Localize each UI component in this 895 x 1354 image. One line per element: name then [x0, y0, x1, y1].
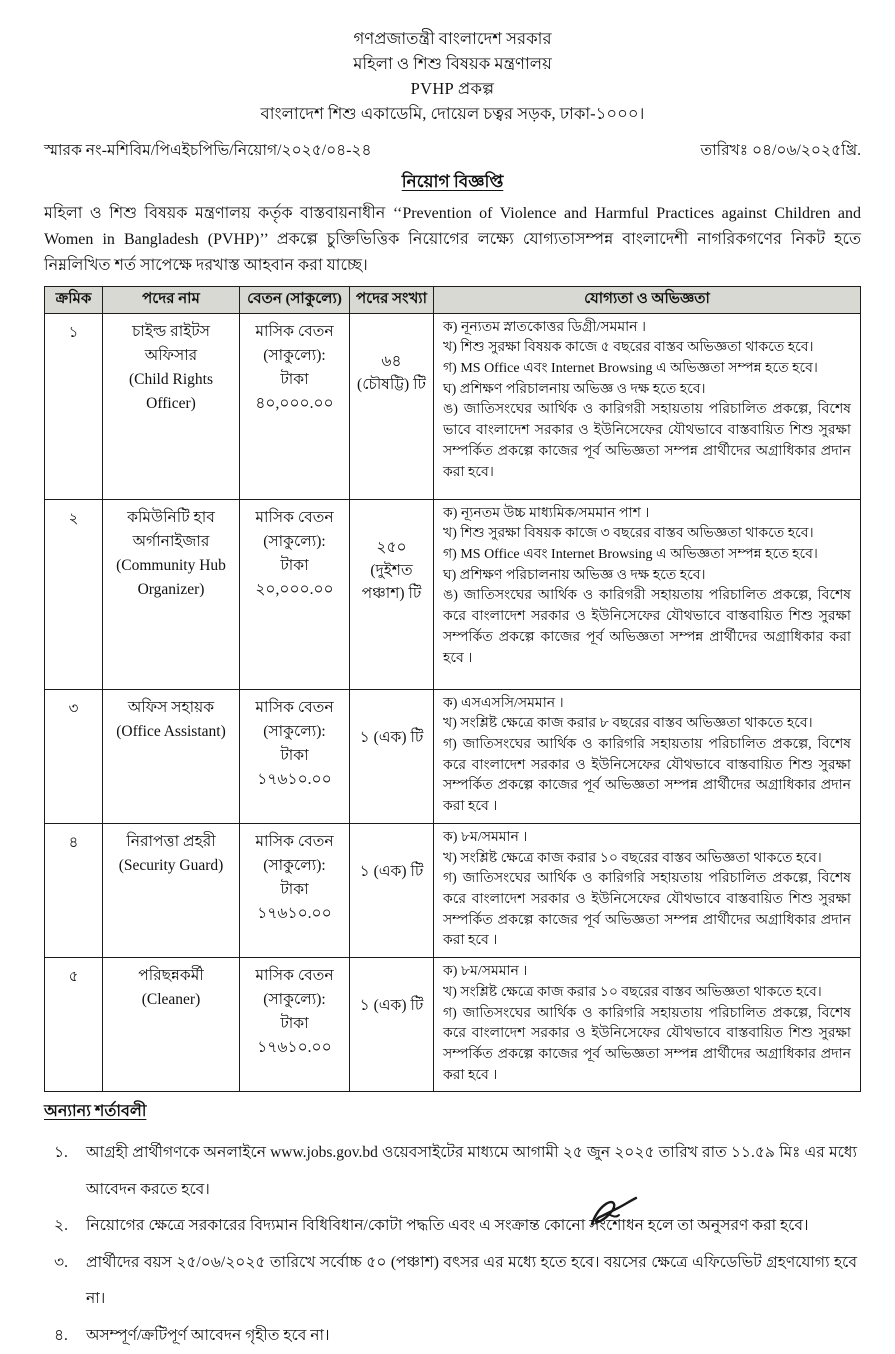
- salary-line: মাসিক বেতন: [255, 832, 334, 850]
- post-name-en: (Cleaner): [141, 991, 201, 1009]
- salary-line: (সাকুল্যে):: [263, 991, 326, 1009]
- row-post-count: [350, 689, 434, 823]
- salary-line: (সাকুল্যে):: [263, 532, 326, 550]
- table-row: [45, 313, 861, 499]
- signature-scribble: [578, 1188, 658, 1240]
- row-post-count: [350, 499, 434, 689]
- post-name-en: (Office Assistant): [116, 722, 226, 740]
- col-header-qualifications: যোগ্যতা ও অভিজ্ঞতা: [434, 287, 861, 314]
- col-header-post: পদের নাম: [103, 287, 240, 314]
- row-post-name: [103, 499, 240, 689]
- salary-line: টাকা ১৭৬১০.০০: [257, 1015, 332, 1057]
- salary-line: মাসিক বেতন: [255, 322, 334, 340]
- col-header-serial: ক্রমিক: [45, 287, 103, 314]
- qualification-item: ঘ) প্রশিক্ষণ পরিচালনায় অভিজ্ঞ ও দক্ষ হতে হবে।: [443, 567, 706, 583]
- post-name-en: (Child Rights Officer): [129, 370, 213, 412]
- row-salary: [240, 823, 350, 957]
- post-name-bn: কমিউনিটি হাব অর্গানাইজার: [127, 508, 215, 550]
- header-government-line: গণপ্রজাতন্ত্রী বাংলাদেশ সরকার: [353, 29, 552, 48]
- memo-number: স্মারক নং-মশিবিম/পিএইচপিভি/নিয়োগ/২০২৫/০৪-২৪: [44, 142, 372, 160]
- qualification-item: গ) জাতিসংঘের আর্থিক ও কারিগরি সহায়তায় পরিচালিত প্রকল্পে, বিশেষ করে বাংলাদেশ সরকার ও ইউনিসেফের যৌথভাবে বাস্তবায়িত শিশু সুরক্ষা সম্পর্কিত প্রকল্পে কাজের পূর্ব অভিজ্ঞতা সম্পন্ন প্রার্থীদের অগ্রাধিকার প্রদান করা হবে ।: [443, 1005, 851, 1083]
- other-conditions-heading: অন্যান্য শর্তাবলী: [44, 1103, 147, 1121]
- row-post-name: [103, 689, 240, 823]
- row-qualifications: [434, 823, 861, 957]
- qualification-item: গ) MS Office এবং Internet Browsing এ অভিজ্ঞতা সম্পন্ন হতে হবে।: [443, 360, 818, 376]
- qualification-item: খ) সংশ্লিষ্ট ক্ষেত্রে কাজ করার ৮ বছরের বাস্তব অভিজ্ঞতা থাকতে হবে।: [443, 716, 813, 732]
- salary-line: মাসিক বেতন: [255, 508, 334, 526]
- row-serial: ২: [45, 499, 103, 689]
- condition-text: আগ্রহী প্রার্থীগণকে অনলাইনে www.jobs.gov.bd ওয়েবসাইটের মাধ্যমে আগামী ২৫ জুন ২০২৫ তারিখ রাত ১১.৫৯ মিঃ এর মধ্যে আবেদন করতে হবে।: [86, 1144, 857, 1198]
- qualification-item: গ) জাতিসংঘের আর্থিক ও কারিগরি সহায়তায় পরিচালিত প্রকল্পে, বিশেষ করে বাংলাদেশ সরকার ও ইউনিসেফের যৌথভাবে বাস্তবায়িত শিশু সুরক্ষা সম্পর্কিত প্রকল্পে কাজের পূর্ব অভিজ্ঞতা সম্পন্ন প্রার্থীদের অগ্রাধিকার প্রদান করা হবে ।: [443, 736, 851, 815]
- post-name-en: (Community Hub Organizer): [116, 556, 226, 598]
- post-count-value: ১ (এক) টি: [359, 728, 424, 746]
- condition-item: [44, 1135, 861, 1208]
- table-row: [45, 689, 861, 823]
- row-salary: [240, 689, 350, 823]
- row-post-count: [350, 958, 434, 1092]
- condition-number: ৩.: [54, 1253, 68, 1271]
- memo-date: তারিখঃ ০৪/০৬/২০২৫খ্রি.: [700, 142, 861, 160]
- post-count-value: ২৫০ (দুইশত পঞ্চাশ) টি: [361, 538, 422, 603]
- table-row: [45, 499, 861, 689]
- row-salary: [240, 313, 350, 499]
- qualification-item: খ) সংশ্লিষ্ট ক্ষেত্রে কাজ করার ১০ বছরের বাস্তব অভিজ্ঞতা থাকতে হবে।: [443, 984, 822, 1000]
- qualification-item: ঙ) জাতিসংঘের আর্থিক ও কারিগরী সহায়তায় পরিচালিত প্রকল্পে, বিশেষ ভাবে বাংলাদেশ সরকার ও ইউনিসেফের যৌথভাবে বাস্তবায়িত শিশু সুরক্ষা সম্পর্কিত প্রকল্পে কাজের পূর্ব অভিজ্ঞতা সম্পন্ন প্রার্থীদের অগ্রাধিকার প্রদান করা হবে।: [443, 402, 851, 480]
- table-header-row: [45, 287, 861, 314]
- salary-line: মাসিক বেতন: [255, 698, 334, 716]
- row-serial: ১: [45, 313, 103, 499]
- qualification-item: ঘ) প্রশিক্ষণ পরিচালনায় অভিজ্ঞ ও দক্ষ হতে হবে।: [443, 381, 706, 397]
- qualification-item: ক) ৮ম/সমমান ।: [443, 964, 528, 980]
- qualification-item: খ) সংশ্লিষ্ট ক্ষেত্রে কাজ করার ১০ বছরের বাস্তব অভিজ্ঞতা থাকতে হবে।: [443, 850, 822, 866]
- post-count-value: ১ (এক) টি: [359, 997, 424, 1015]
- notice-title: নিয়োগ বিজ্ঞপ্তি: [401, 172, 504, 192]
- col-header-salary: বেতন (সাকুল্যে): [240, 287, 350, 314]
- condition-text: অসম্পূর্ণ/ক্রটিপূর্ণ আবেদন গৃহীত হবে না।: [86, 1326, 330, 1344]
- row-serial: ৩: [45, 689, 103, 823]
- salary-line: মাসিক বেতন: [255, 967, 334, 985]
- salary-line: (সাকুল্যে):: [263, 722, 326, 740]
- salary-line: (সাকুল্যে):: [263, 856, 326, 874]
- salary-line: টাকা ৪০,০০০.০০: [255, 370, 334, 412]
- row-qualifications: [434, 958, 861, 1092]
- row-post-name: [103, 823, 240, 957]
- condition-text: প্রার্থীদের বয়স ২৫/০৬/২০২৫ তারিখে সর্বোচ্চ ৫০ (পঞ্চাশ) বৎসর এর মধ্যে হতে হবে। বয়সের ক্ষেত্রে এফিডেভিট গ্রহণযোগ্য হবে না।: [86, 1253, 857, 1308]
- qualification-item: ক) নূন্যতম স্নাতকোত্তর ডিগ্রী/সমমান ।: [443, 319, 647, 335]
- row-post-count: [350, 313, 434, 499]
- table-row: [45, 958, 861, 1092]
- condition-number: ২.: [54, 1217, 68, 1235]
- header-project-line: PVHP প্রকল্প: [410, 79, 495, 99]
- salary-line: (সাকুল্যে):: [263, 346, 326, 364]
- row-post-name: [103, 958, 240, 1092]
- row-qualifications: [434, 689, 861, 823]
- post-name-bn: চাইল্ড রাইটস অফিসার: [132, 322, 210, 364]
- recruitment-table: [44, 286, 861, 1092]
- qualification-item: গ) MS Office এবং Internet Browsing এ অভিজ্ঞতা সম্পন্ন হতে হবে।: [443, 546, 818, 562]
- condition-number: ১.: [54, 1144, 68, 1162]
- other-conditions-list: [44, 1135, 861, 1354]
- salary-line: টাকা ২০,০০০.০০: [255, 556, 334, 598]
- memo-row: [44, 138, 861, 164]
- condition-number: ৪.: [54, 1326, 68, 1344]
- qualification-item: ক) এসএসসি/সমমান ।: [443, 695, 564, 711]
- row-salary: [240, 958, 350, 1092]
- salary-line: টাকা ১৭৬১০.০০: [257, 746, 332, 788]
- salary-line: টাকা ১৭৬১০.০০: [257, 880, 332, 922]
- post-name-en: (Security Guard): [118, 856, 224, 874]
- row-qualifications: [434, 313, 861, 499]
- post-name-bn: নিরাপত্তা প্রহরী: [126, 832, 216, 850]
- row-serial: ৫: [45, 958, 103, 1092]
- document-header: [44, 26, 861, 126]
- table-row: [45, 823, 861, 957]
- row-post-count: [350, 823, 434, 957]
- qualification-item: গ) জাতিসংঘের আর্থিক ও কারিগরি সহায়তায় পরিচালিত প্রকল্পে, বিশেষ করে বাংলাদেশ সরকার ও ইউনিসেফের যৌথভাবে বাস্তবায়িত শিশু সুরক্ষা সম্পর্কিত প্রকল্পে কাজের পূর্ব অভিজ্ঞতা সম্পন্ন প্রার্থীদের অগ্রাধিকার প্রদান করা হবে ।: [443, 871, 851, 949]
- qualification-item: ক) ন্যূনতম উচ্চ মাধ্যমিক/সমমান পাশ ।: [443, 505, 650, 521]
- post-name-bn: অফিস সহায়ক: [127, 698, 215, 716]
- row-serial: ৪: [45, 823, 103, 957]
- row-qualifications: [434, 499, 861, 689]
- condition-item: [44, 1245, 861, 1318]
- row-salary: [240, 499, 350, 689]
- notice-intro: মহিলা ও শিশু বিষয়ক মন্ত্রণালয় কর্তৃক বাস্তবায়নাধীন ‘‘Prevention of Violence and Harmful Practices against Children and Women in Bangladesh (PVHP)’’ প্রকল্পে চুক্তিভিত্তিক নিয়োগের লক্ষ্যে যোগ্যতাসম্পন্ন বাংলাদেশী নাগরিকগণের নিকট হতে নিম্নলিখিত শর্ত সাপেক্ষে দরখাস্ত আহবান করা যাচ্ছে।: [44, 205, 861, 275]
- row-post-name: [103, 313, 240, 499]
- condition-text: নিয়োগের ক্ষেত্রে সরকারের বিদ্যমান বিধিবিধান/কোটা পদ্ধতি এবং এ সংক্রান্ত কোনো সংশোধন হলে তা অনুসরণ করা হবে।: [86, 1217, 809, 1235]
- post-name-bn: পরিছন্নকর্মী: [138, 967, 204, 985]
- qualification-item: খ) শিশু সুরক্ষা বিষয়ক কাজে ৫ বছরের বাস্তব অভিজ্ঞতা থাকতে হবে।: [443, 340, 814, 356]
- col-header-count: পদের সংখ্যা: [350, 287, 434, 314]
- qualification-item: খ) শিশু সুরক্ষা বিষয়ক কাজে ৩ বছরের বাস্তব অভিজ্ঞতা থাকতে হবে।: [443, 526, 814, 542]
- qualification-item: ক) ৮ম/সমমান ।: [443, 829, 528, 845]
- condition-item: [44, 1208, 861, 1244]
- post-count-value: ৬৪ (চৌষট্টি) টি: [357, 352, 426, 393]
- post-count-value: ১ (এক) টি: [359, 862, 424, 880]
- header-ministry-line: মহিলা ও শিশু বিষয়ক মন্ত্রণালয়: [353, 54, 552, 74]
- condition-item: [44, 1318, 861, 1354]
- header-address-line: বাংলাদেশ শিশু একাডেমি, দোয়েল চত্বর সড়ক, ঢাকা-১০০০।: [260, 104, 645, 124]
- qualification-item: ঙ) জাতিসংঘের আর্থিক ও কারিগরী সহায়তায় পরিচালিত প্রকল্পে, বিশেষ করে বাংলাদেশ সরকার ও ইউনিসেফের যৌথভাবে বাস্তবায়িত শিশু সুরক্ষা সম্পর্কিত প্রকল্পে কাজের পূর্ব অভিজ্ঞতা সম্পন্ন প্রার্থীদের অগ্রাধিকার করা হবে ।: [443, 588, 851, 666]
